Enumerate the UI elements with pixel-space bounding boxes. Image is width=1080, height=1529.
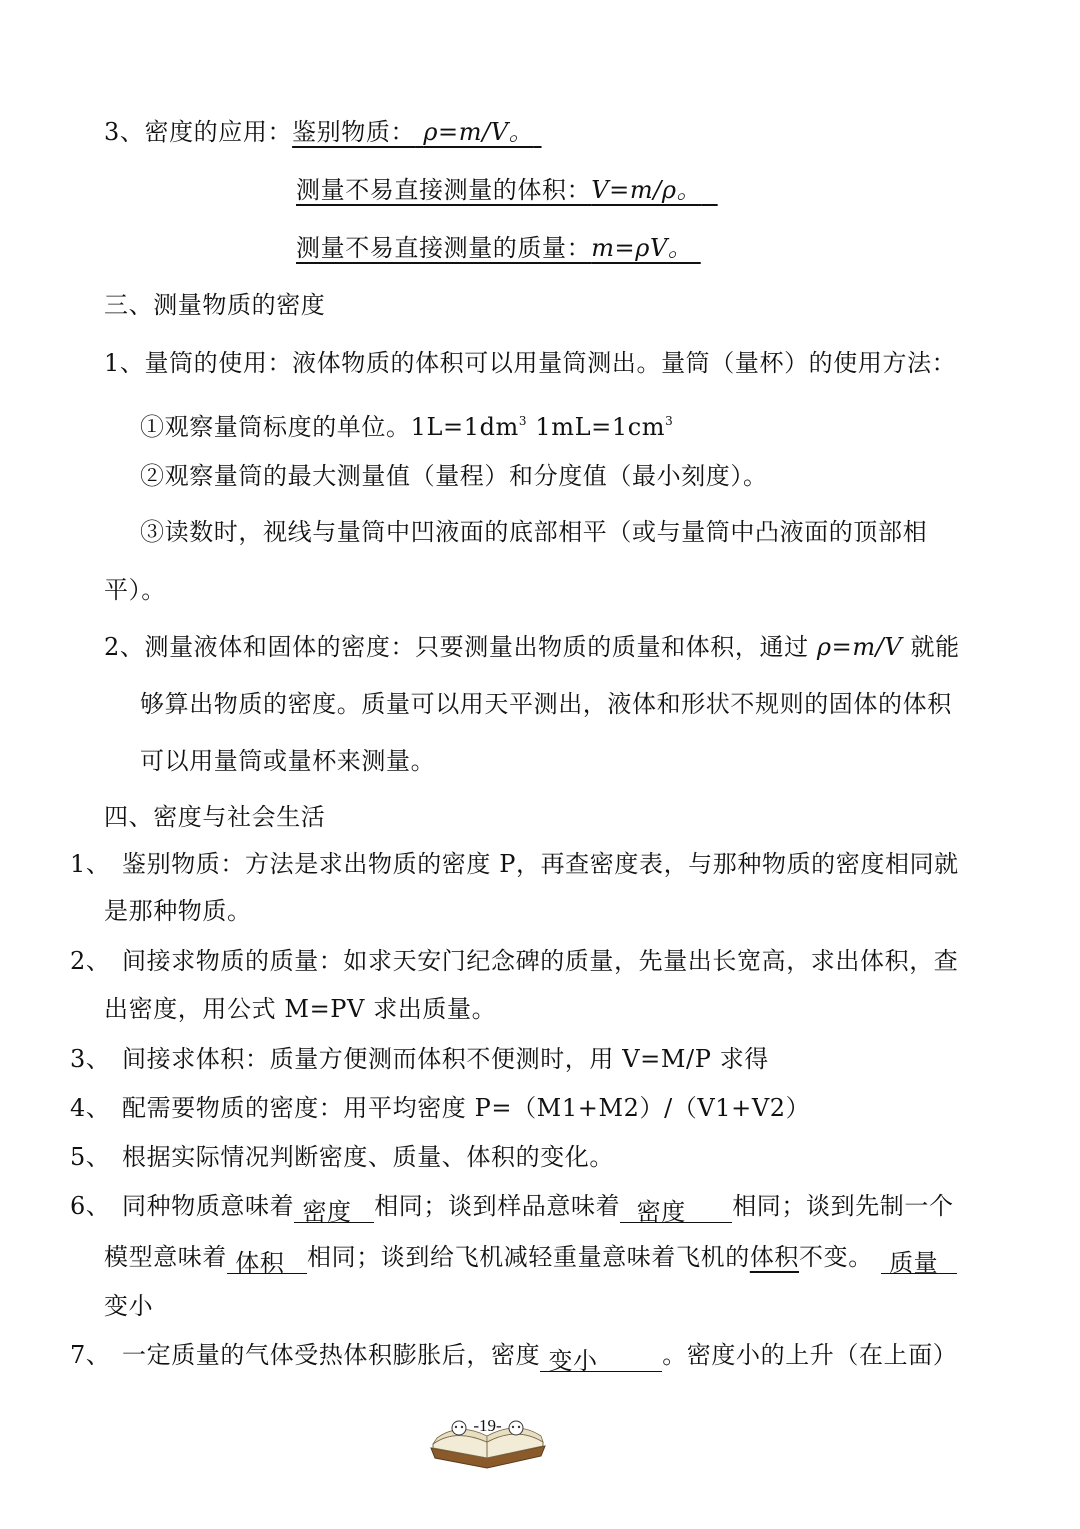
measure-density xyxy=(104,631,960,663)
answer: 变小 xyxy=(548,1347,598,1375)
item-number: 4、 xyxy=(70,1094,111,1122)
item-number: 7、 xyxy=(70,1341,111,1369)
list-item xyxy=(70,1141,614,1173)
density-application-line-2 xyxy=(296,174,718,206)
cylinder-step-3-cont: 平）。 xyxy=(104,576,166,604)
list-item xyxy=(70,1190,954,1226)
text: 鉴别物质： xyxy=(292,118,416,146)
text: 一定质量的气体受热体积膨胀后，密度 xyxy=(122,1341,541,1369)
item-number: 5、 xyxy=(70,1143,111,1171)
list-item xyxy=(70,848,959,880)
answer-blank xyxy=(227,1247,307,1277)
answer: 密度 xyxy=(636,1198,686,1226)
formula: m=ρV。 xyxy=(591,234,693,262)
volume-measure xyxy=(296,176,718,204)
cylinder-usage: 1、量筒的使用：液体物质的体积可以用量筒测出。量筒（量杯）的使用方法： xyxy=(104,349,957,377)
text: 模型意味着 xyxy=(104,1243,227,1271)
identify-substance xyxy=(292,118,541,146)
list-item xyxy=(70,945,958,977)
item-number: 2、 xyxy=(70,947,111,975)
formula: ρ=m/V xyxy=(816,633,903,661)
item-number: 6、 xyxy=(70,1192,111,1220)
answer-blank xyxy=(881,1247,957,1277)
item-number: 3、 xyxy=(70,1045,111,1073)
formula: ρ=m/V。 xyxy=(423,118,534,146)
label: 3、密度的应用： xyxy=(104,118,293,146)
text: 相同；谈到给飞机减轻重量意味着飞机的 xyxy=(307,1243,750,1271)
text: 相同；谈到样品意味着 xyxy=(374,1192,621,1220)
text: 测量不易直接测量的质量： xyxy=(296,234,592,262)
answer-blank xyxy=(540,1345,662,1375)
density-application-line-3 xyxy=(296,232,701,264)
superscript: 3 xyxy=(665,414,674,428)
text: 鉴别物质：方法是求出物质的密度 P，再查密度表，与那种物质的密度相同就 xyxy=(122,850,959,878)
superscript: 3 xyxy=(518,414,528,428)
answer: 质量 xyxy=(889,1249,939,1277)
text: 2、测量液体和固体的密度：只要测量出物质的质量和体积，通过 xyxy=(104,633,809,661)
list-item xyxy=(70,1339,958,1375)
density-application-line-1 xyxy=(104,116,542,148)
text: 同种物质意味着 xyxy=(122,1192,295,1220)
section-heading-3: 三、测量物质的密度 xyxy=(104,291,326,319)
text: 测量不易直接测量的体积： xyxy=(296,176,592,204)
mass-measure xyxy=(296,234,701,262)
cylinder-step-3: ③读数时，视线与量筒中凹液面的底部相平（或与量筒中凸液面的顶部相 xyxy=(140,518,928,546)
answer: 体积 xyxy=(749,1243,800,1271)
list-item-cont: 出密度，用公式 M=PV 求出质量。 xyxy=(104,995,497,1023)
text: 根据实际情况判断密度、质量、体积的变化。 xyxy=(122,1143,614,1171)
list-item xyxy=(70,1043,769,1075)
page-footer xyxy=(425,1398,550,1470)
page-number: -19- xyxy=(473,1416,502,1435)
item-number: 1、 xyxy=(70,850,111,878)
measure-density-cont-2: 可以用量筒或量杯来测量。 xyxy=(140,747,436,775)
text: 不变。 xyxy=(799,1243,873,1271)
answer: 体积 xyxy=(235,1249,285,1277)
answer-blank xyxy=(294,1196,374,1226)
list-item-cont: 变小 xyxy=(104,1292,154,1320)
cylinder-step-1 xyxy=(140,405,673,443)
text: 就能 xyxy=(910,633,960,661)
text: 间接求物质的质量：如求天安门纪念碑的质量，先量出长宽高，求出体积，查 xyxy=(122,947,959,975)
text: 相同；谈到先制一个 xyxy=(732,1192,954,1220)
list-item xyxy=(70,1092,810,1124)
text: ①观察量筒标度的单位。1L=1dm xyxy=(140,413,519,441)
answer: 密度 xyxy=(302,1198,352,1226)
formula: V=m/ρ。 xyxy=(591,176,702,204)
answer-blank xyxy=(620,1196,732,1226)
text: 配需要物质的密度：用平均密度 P=（M1+M2）/（V1+V2） xyxy=(122,1094,811,1122)
cylinder-step-2: ②观察量筒的最大测量值（量程）和分度值（最小刻度）。 xyxy=(140,462,768,490)
list-item-cont xyxy=(104,1241,957,1277)
measure-density-cont-1: 够算出物质的密度。质量可以用天平测出，液体和形状不规则的固体的体积 xyxy=(140,690,952,718)
text: 。密度小的上升（在上面） xyxy=(662,1341,958,1369)
text: 1mL=1cm xyxy=(527,413,666,441)
list-item-cont: 是那种物质。 xyxy=(104,897,252,925)
section-heading-4: 四、密度与社会生活 xyxy=(104,803,326,831)
text: 间接求体积：质量方便测而体积不便测时，用 V=M/P 求得 xyxy=(122,1045,769,1073)
